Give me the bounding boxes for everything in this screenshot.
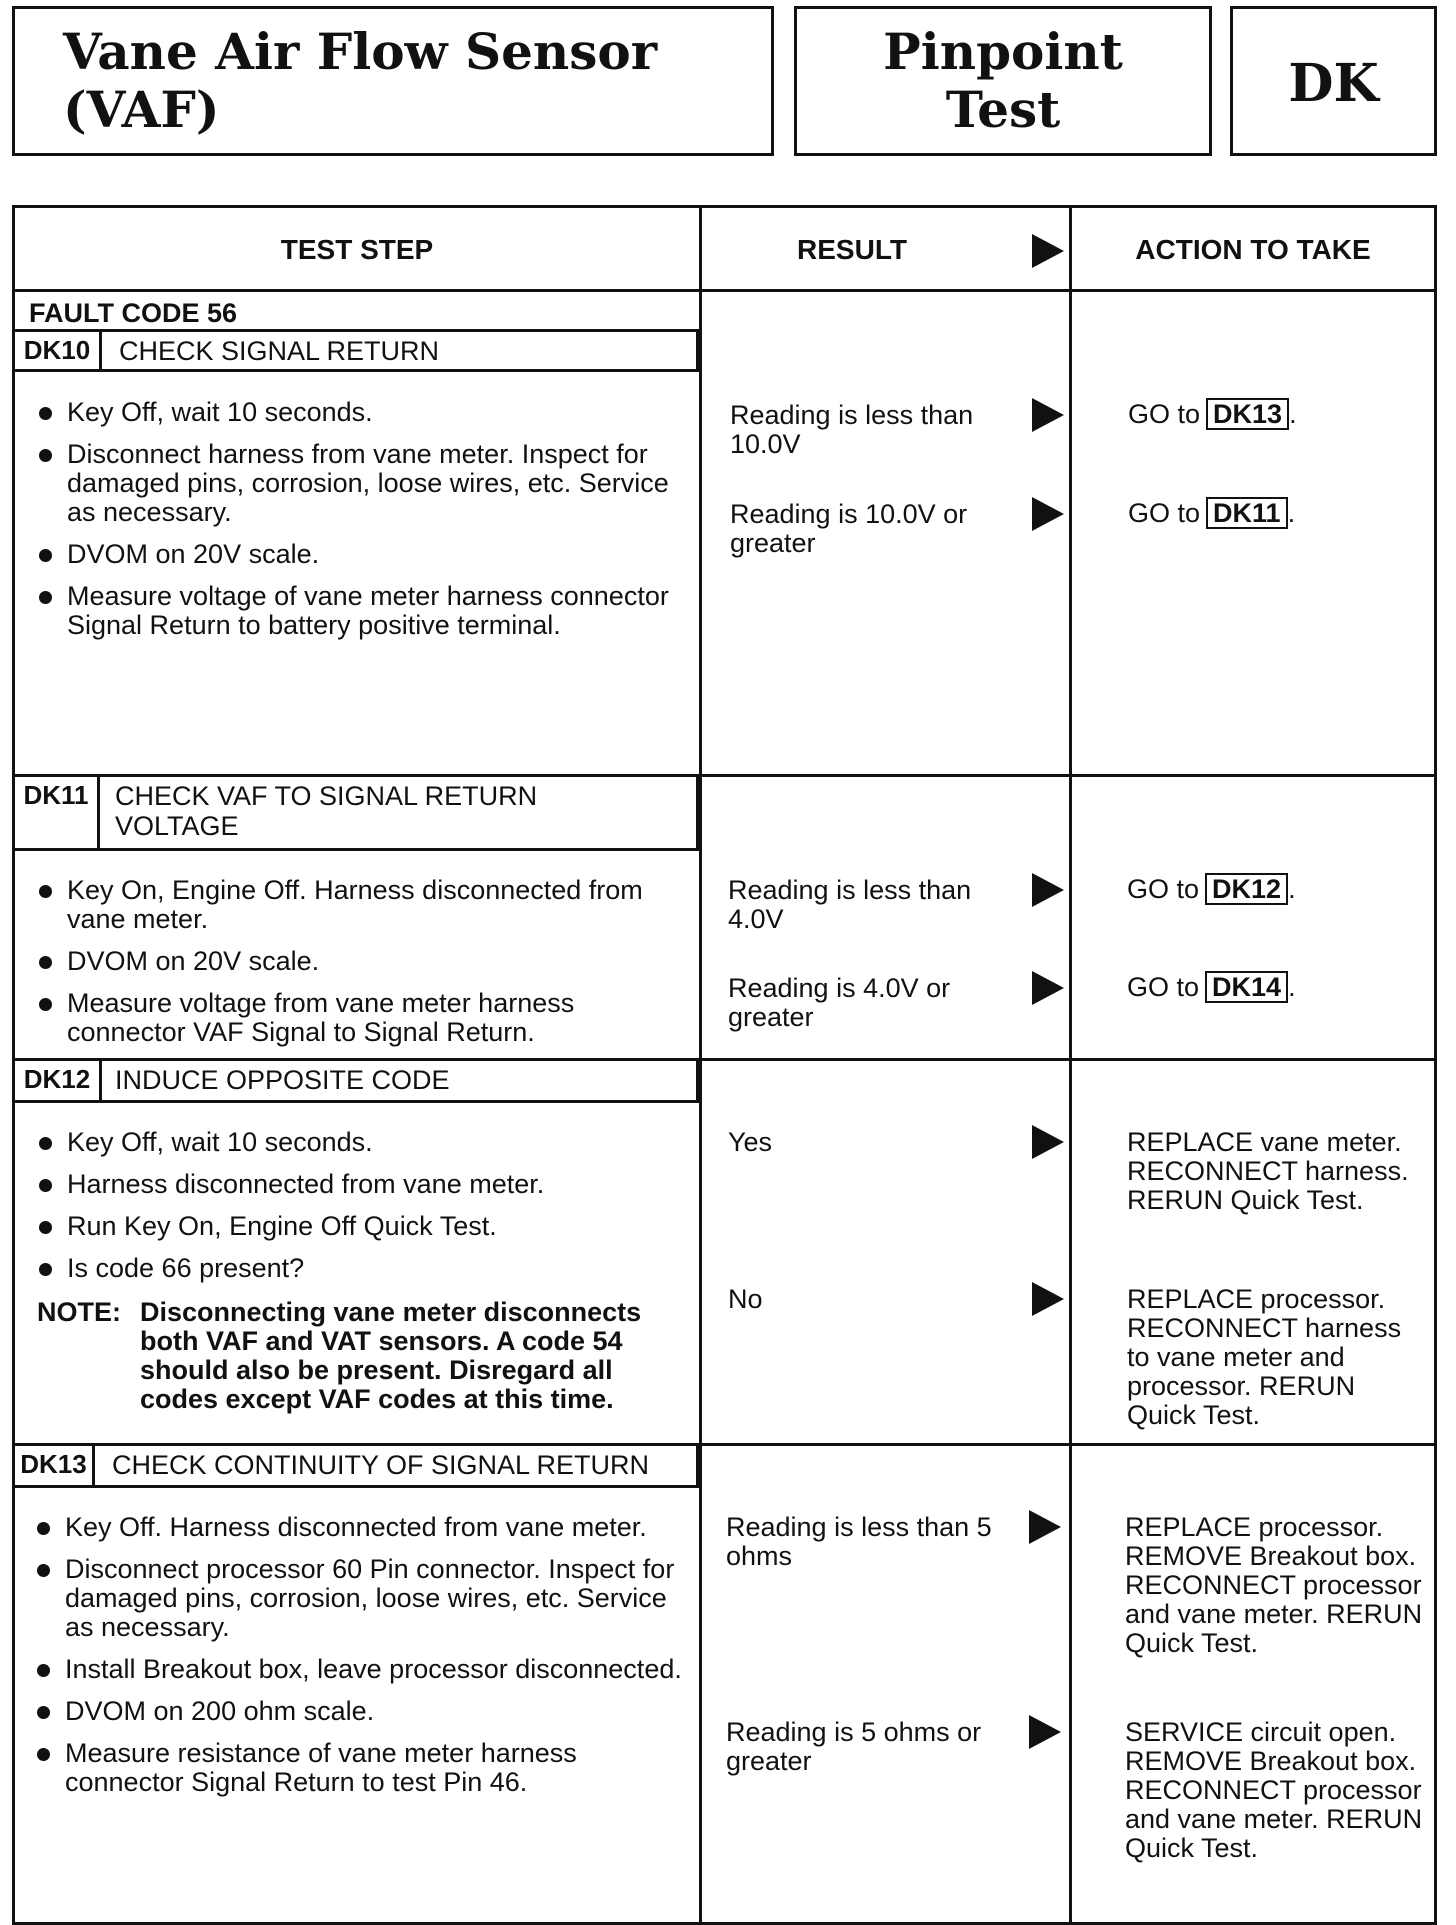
instruction-item: Run Key On, Engine Off Quick Test. <box>37 1212 697 1241</box>
note-label: NOTE: <box>37 1297 121 1327</box>
result-arrow-icon <box>1029 1715 1061 1749</box>
result-arrow-icon <box>1032 398 1064 432</box>
instruction-item: Key On, Engine Off. Harness disconnected from vane meter. <box>37 876 697 934</box>
action-goto <box>1128 497 1295 529</box>
action-goto <box>1127 873 1296 905</box>
step-note <box>37 1298 687 1414</box>
result-arrow-icon <box>1032 873 1064 907</box>
step-dk12-instructions <box>37 1128 697 1296</box>
instruction-item: Disconnect processor 60 Pin connector. Inspect for damaged pins, corrosion, loose wires, etc. Service as necessary. <box>35 1555 695 1642</box>
title-line-1: Vane Air Flow Sensor <box>63 22 658 81</box>
goto-step-link-dk14[interactable]: DK14 <box>1205 971 1288 1003</box>
step-dk11-instructions <box>37 876 697 1060</box>
step-header-dk12 <box>15 1061 699 1103</box>
test-type-line-2: Test <box>945 80 1061 139</box>
column-header-result: RESULT <box>797 234 907 265</box>
result-arrow-icon <box>1032 971 1064 1005</box>
action-text: SERVICE circuit open. REMOVE Breakout box. RECONNECT processor and vane meter. RERUN Quick Test. <box>1125 1717 1423 1863</box>
result-text: Reading is 4.0V or greater <box>728 973 951 1032</box>
column-divider <box>1069 208 1072 1922</box>
action-suffix: . <box>1288 874 1296 904</box>
goto-step-link-dk11[interactable]: DK11 <box>1206 497 1288 529</box>
test-code: DK <box>1230 6 1437 156</box>
instruction-item: Key Off, wait 10 seconds. <box>37 398 677 427</box>
goto-step-link-dk12[interactable]: DK12 <box>1205 873 1288 905</box>
action-text: GO to <box>1128 498 1201 528</box>
action-text: GO to <box>1127 972 1200 1002</box>
step-header-dk11 <box>15 777 699 851</box>
step-id: DK12 <box>15 1061 102 1100</box>
step-dk10-instructions <box>37 398 677 653</box>
action-text: REPLACE vane meter. RECONNECT harness. RERUN Quick Test. <box>1127 1127 1409 1215</box>
action-suffix: . <box>1288 972 1296 1002</box>
action-goto <box>1128 398 1297 430</box>
step-title: CHECK CONTINUITY OF SIGNAL RETURN <box>112 1450 650 1480</box>
step-title: INDUCE OPPOSITE CODE <box>115 1065 450 1095</box>
action-goto <box>1127 971 1296 1003</box>
result-arrow-icon <box>1032 234 1064 268</box>
result-text: Reading is 10.0V or greater <box>730 499 968 558</box>
instruction-item: DVOM on 20V scale. <box>37 540 677 569</box>
action-suffix: . <box>1287 498 1296 528</box>
result-arrow-icon <box>1032 1125 1064 1159</box>
step-dk13-instructions <box>35 1513 695 1810</box>
action-text: REPLACE processor. REMOVE Breakout box. RECONNECT processor and vane meter. RERUN Quick Test. <box>1125 1512 1423 1658</box>
header-divider <box>15 289 1434 292</box>
instruction-item: DVOM on 200 ohm scale. <box>35 1697 695 1726</box>
step-header-dk13 <box>15 1446 699 1488</box>
column-header-action: ACTION TO TAKE <box>1135 234 1371 265</box>
action-text: GO to <box>1127 874 1200 904</box>
instruction-item: Measure voltage from vane meter harness connector VAF Signal to Signal Return. <box>37 989 697 1047</box>
pinpoint-test-table <box>12 205 1437 1925</box>
step-id: DK13 <box>15 1446 95 1485</box>
action-suffix: . <box>1289 399 1297 429</box>
instruction-item: Key Off. Harness disconnected from vane meter. <box>35 1513 695 1542</box>
step-header-dk10 <box>15 332 699 372</box>
result-text: Reading is less than 10.0V <box>730 400 974 459</box>
result-arrow-icon <box>1029 1510 1061 1544</box>
step-id: DK10 <box>15 332 102 369</box>
instruction-item: Key Off, wait 10 seconds. <box>37 1128 697 1157</box>
result-text: Reading is less than 5 ohms <box>726 1512 992 1571</box>
test-type-line-1: Pinpoint <box>883 22 1123 81</box>
step-title: CHECK SIGNAL RETURN <box>119 336 440 366</box>
goto-step-link-dk13[interactable]: DK13 <box>1206 398 1289 430</box>
test-type-label <box>794 6 1212 156</box>
action-text: REPLACE processor. RECONNECT harness to vane meter and processor. RERUN Quick Test. <box>1127 1284 1402 1430</box>
action-text: GO to <box>1128 399 1201 429</box>
result-text: Reading is less than 4.0V <box>728 875 972 934</box>
instruction-item: Measure voltage of vane meter harness connector Signal Return to battery positive terminal. <box>37 582 677 640</box>
result-arrow-icon <box>1032 1282 1064 1316</box>
step-id: DK11 <box>15 777 100 848</box>
column-header-test-step: TEST STEP <box>280 234 434 265</box>
step-title: CHECK VAF TO SIGNAL RETURN VOLTAGE <box>115 781 538 841</box>
fault-code-label: FAULT CODE 56 <box>29 298 238 328</box>
title-line-2: (VAF) <box>63 80 220 139</box>
instruction-item: Install Breakout box, leave processor disconnected. <box>35 1655 695 1684</box>
instruction-item: Measure resistance of vane meter harness connector Signal Return to test Pin 46. <box>35 1739 695 1797</box>
instruction-item: Disconnect harness from vane meter. Inspect for damaged pins, corrosion, loose wires, etc. Service as necessary. <box>37 440 677 527</box>
note-text: Disconnecting vane meter disconnects both VAF and VAT sensors. A code 54 should also be present. Disregard all codes except VAF codes at this time. <box>140 1297 642 1414</box>
page-title <box>12 6 774 156</box>
instruction-item: DVOM on 20V scale. <box>37 947 697 976</box>
instruction-item: Harness disconnected from vane meter. <box>37 1170 697 1199</box>
result-text: Yes <box>728 1127 773 1157</box>
result-text: No <box>728 1284 763 1314</box>
column-divider <box>699 208 702 1922</box>
instruction-item: Is code 66 present? <box>37 1254 697 1283</box>
result-arrow-icon <box>1032 497 1064 531</box>
result-text: Reading is 5 ohms or greater <box>726 1717 982 1776</box>
